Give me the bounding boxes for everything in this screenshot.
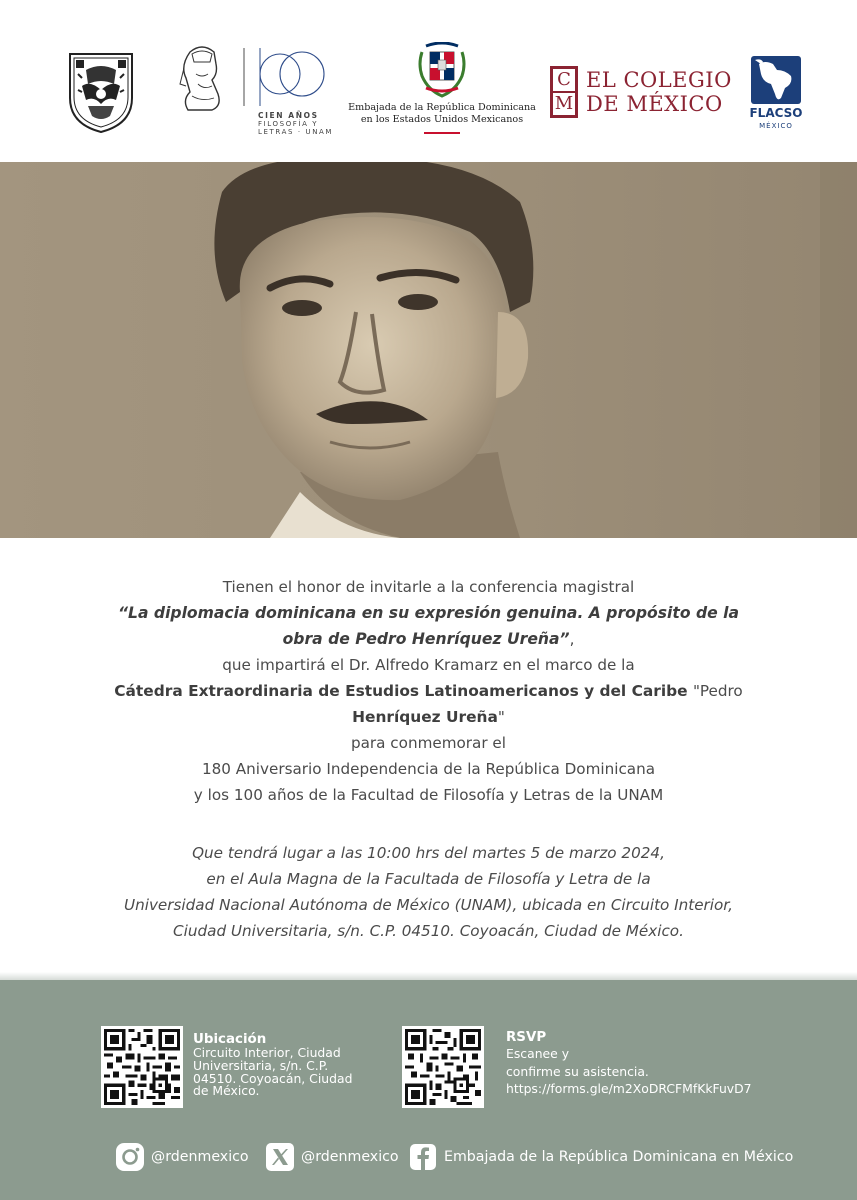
footer [0, 980, 857, 1200]
venue-line3: Universidad Nacional Autónoma de México (UNAM), ubicada en Circuito Interior, [123, 896, 733, 914]
invite-intro: Tienen el honor de invitarle a la conferencia magistral [222, 578, 635, 596]
rsvp-title: RSVP [506, 1030, 547, 1045]
rsvp-info [506, 1030, 806, 1098]
x-link[interactable] [265, 1141, 399, 1173]
rsvp-line1: Escanee y [506, 1046, 570, 1061]
colmex-mark-bottom: M [554, 93, 574, 114]
venue-line4: Ciudad Universitaria, s/n. C.P. 04510. Coyoacán, Ciudad de México. [173, 922, 684, 940]
commemorate-line: para conmemorar el [350, 734, 506, 752]
location-line2: Universitaria, s/n. C.P. [193, 1057, 329, 1073]
colmex-monogram [550, 66, 578, 118]
embajada-line1: Embajada de la República Dominicana [348, 102, 536, 113]
flacso-map-mark [751, 56, 801, 104]
location-info [193, 1032, 373, 1098]
colmex-name [586, 68, 732, 116]
invitation-text [40, 574, 817, 808]
embajada-dominicana-logo [344, 42, 540, 138]
pedro-henriquez-urena-portrait [0, 162, 857, 538]
conference-title-comma: , [569, 630, 575, 648]
dominican-coat-of-arms-icon [416, 42, 468, 98]
embajada-red-rule [424, 132, 460, 134]
facebook-link[interactable] [408, 1141, 793, 1173]
filosofia-letras-centenario-logo [178, 44, 334, 136]
catedra-quote-open: "Pedro [692, 682, 743, 700]
colmex-line1: EL COLEGIO [586, 68, 732, 92]
location-line4: de México. [193, 1083, 260, 1099]
rsvp-qr-code[interactable] [402, 1026, 484, 1108]
embajada-logo-text [344, 102, 540, 126]
catedra-line1: Cátedra Extraordinaria de Estudios Latinoamericanos y del Caribe [114, 682, 693, 700]
location-qr-code[interactable] [101, 1026, 183, 1108]
anniversary-line2: y los 100 años de la Facultad de Filosofía y Letras de la UNAM [193, 786, 664, 804]
speaker-line: que impartirá el Dr. Alfredo Kramarz en el marco de la [222, 656, 635, 674]
x-handle: @rdenmexico [301, 1149, 399, 1165]
catedra-line2: Henríquez Ureña [352, 708, 498, 726]
flacso-mexico-logo [748, 56, 804, 136]
instagram-link[interactable] [115, 1141, 249, 1173]
location-line3: 04510. Coyoacán, Ciudad [193, 1070, 353, 1086]
instagram-handle: @rdenmexico [151, 1149, 249, 1165]
catedra-line1-wrap [40, 678, 817, 704]
location-title: Ubicación [193, 1032, 267, 1047]
facebook-icon [408, 1142, 438, 1172]
unam-seal-logo [64, 50, 138, 134]
colegio-de-mexico-logo [550, 66, 732, 122]
colmex-mark-top: C [553, 69, 575, 91]
conference-title-line1: “La diplomacia dominicana en su expresión genuina. A propósito de la [117, 604, 740, 622]
anniversary-line1: 180 Aniversario Independencia de la República Dominicana [201, 760, 656, 778]
flacso-name: FLACSO [749, 106, 803, 120]
venue-line1: Que tendrá lugar a las 10:00 hrs del martes 5 de marzo 2024, [192, 844, 665, 862]
colmex-line2: DE MÉXICO [586, 92, 723, 116]
instagram-icon [115, 1142, 145, 1172]
catedra-line2-wrap [40, 704, 817, 730]
rsvp-link[interactable]: https://forms.gle/m2XoDRCFMfKkFuvD7 [506, 1081, 752, 1096]
fyl-logo-text [258, 112, 338, 136]
fyl-logo-line1: CIEN AÑOS [258, 111, 319, 120]
venue-text [40, 840, 817, 944]
fyl-logo-line2: FILOSOFÍA Y [258, 120, 319, 128]
x-icon [265, 1142, 295, 1172]
conference-title-line2-wrap [40, 626, 817, 652]
venue-line2: en el Aula Magna de la Facultada de Filosofía y Letra de la [206, 870, 651, 888]
fyl-logo-line3: LETRAS · UNAM [258, 128, 334, 136]
logo-header [0, 0, 857, 162]
conference-title-line2: obra de Pedro Henríquez Ureña” [282, 630, 570, 648]
rsvp-line2: confirme su asistencia. [506, 1063, 649, 1079]
catedra-quote-close: " [497, 708, 505, 726]
embajada-line2: en los Estados Unidos Mexicanos [360, 114, 524, 125]
flacso-country: MÉXICO [759, 122, 793, 130]
location-line1: Circuito Interior, Ciudad [193, 1045, 341, 1060]
facebook-page-name: Embajada de la República Dominicana en México [444, 1149, 794, 1165]
